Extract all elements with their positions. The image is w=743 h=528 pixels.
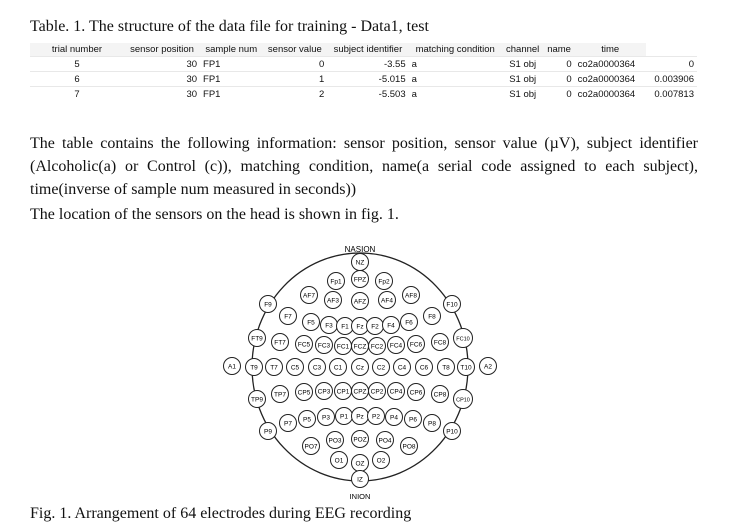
electrode-label: IZ — [357, 476, 363, 484]
electrode-label: P1 — [340, 413, 348, 421]
cell-row-number: 6 — [30, 72, 124, 87]
electrode-a2 — [480, 358, 497, 375]
cell-trial-number: 30 — [124, 57, 200, 72]
electrode-label: P2 — [372, 413, 380, 421]
electrode-label: CP2 — [370, 388, 384, 396]
cell-sensor-value: -5.503 — [327, 87, 408, 102]
electrode-p9 — [260, 423, 277, 440]
electrode-label: OZ — [355, 460, 365, 468]
cell-matching-condition: S1 obj — [502, 57, 544, 72]
electrode-label: CP8 — [433, 391, 447, 399]
electrode-fc10 — [454, 329, 473, 348]
cell-sample-num: 2 — [262, 87, 327, 102]
electrode-f5 — [303, 314, 320, 331]
electrode-c5 — [287, 359, 304, 376]
header-time: time — [575, 43, 646, 57]
electrode-cz — [352, 359, 369, 376]
figure-caption: Fig. 1. Arrangement of 64 electrodes during EEG recording — [30, 505, 412, 522]
electrode-label: C5 — [290, 364, 300, 372]
electrode-poz — [352, 431, 369, 448]
electrode-label: F5 — [307, 319, 315, 327]
electrode-label: P4 — [390, 414, 398, 422]
electrode-label: FC6 — [409, 341, 423, 349]
electrode-label: FC4 — [389, 342, 403, 350]
table-row — [30, 57, 697, 72]
electrode-t8 — [438, 359, 455, 376]
electrode-label: NZ — [355, 259, 365, 267]
electrode-label: AF7 — [303, 292, 315, 300]
electrode-fz — [352, 318, 369, 335]
electrode-po8 — [401, 438, 418, 455]
cell-matching-condition: S1 obj — [502, 72, 544, 87]
electrode-label: A2 — [484, 363, 492, 371]
electrode-label: PO7 — [304, 443, 318, 451]
electrode-fc2 — [369, 338, 386, 355]
electrode-t10 — [458, 359, 475, 376]
electrode-cp10 — [454, 390, 473, 409]
electrode-label: CP3 — [317, 388, 331, 396]
electrode-f7 — [280, 308, 297, 325]
electrode-label: AF4 — [381, 297, 393, 305]
electrode-label: FC5 — [297, 341, 311, 349]
electrode-c3 — [309, 359, 326, 376]
electrode-tp7 — [272, 386, 289, 403]
header-name: name — [544, 43, 575, 57]
electrode-label: A1 — [228, 363, 236, 371]
header-trial-number: trial number — [30, 43, 124, 57]
electrode-fc8 — [432, 334, 449, 351]
electrode-group — [224, 254, 497, 488]
electrode-label: CP1 — [336, 388, 350, 396]
header-matching-condition: matching condition — [409, 43, 502, 57]
electrode-c6 — [416, 359, 433, 376]
electrode-label: F6 — [405, 319, 413, 327]
electrode-p5 — [299, 411, 316, 428]
nasion-label: NASION — [344, 245, 376, 254]
electrode-fpz — [352, 271, 369, 288]
electrode-f8 — [424, 308, 441, 325]
electrode-label: F9 — [264, 301, 272, 309]
cell-trial-number: 30 — [124, 72, 200, 87]
electrode-o2 — [373, 452, 390, 469]
table-header-row — [30, 43, 697, 57]
electrode-label: C3 — [312, 364, 322, 372]
electrode-label: PO3 — [328, 437, 342, 445]
electrode-label: P9 — [264, 428, 272, 436]
cell-name: co2a0000364 — [575, 57, 646, 72]
electrode-label: F4 — [387, 322, 395, 330]
cell-channel: 0 — [544, 72, 575, 87]
cell-matching-condition: S1 obj — [502, 87, 544, 102]
electrode-cp1 — [335, 383, 352, 400]
cell-sensor-position: FP1 — [200, 72, 262, 87]
cell-subject-identifier: a — [409, 57, 502, 72]
electrode-af8 — [403, 287, 420, 304]
cell-sensor-value: -5.015 — [327, 72, 408, 87]
electrode-f2 — [367, 318, 384, 335]
electrode-p4 — [386, 409, 403, 426]
electrode-label: AF8 — [405, 292, 417, 300]
electrode-f1 — [337, 318, 354, 335]
header-sensor-position: sensor position — [124, 43, 200, 57]
electrode-iz — [352, 471, 369, 488]
electrode-label: C4 — [397, 364, 407, 372]
electrode-label: FC1 — [336, 343, 350, 351]
electrode-afz — [352, 293, 369, 310]
cell-time: 0.007813 — [646, 87, 697, 102]
electrode-t9 — [246, 359, 263, 376]
electrode-p6 — [405, 411, 422, 428]
electrode-label: PO4 — [378, 437, 392, 445]
electrode-cp8 — [432, 386, 449, 403]
electrode-a1 — [224, 358, 241, 375]
electrode-label: CP10 — [456, 397, 470, 404]
electrode-f6 — [401, 314, 418, 331]
electrode-pz — [352, 408, 369, 425]
electrode-label: CP4 — [389, 388, 403, 396]
electrode-label: F10 — [446, 301, 458, 309]
electrode-label: FT9 — [251, 335, 263, 343]
electrode-label: AFZ — [353, 298, 367, 306]
electrode-ft7 — [272, 334, 289, 351]
electrode-p2 — [368, 408, 385, 425]
electrode-fc3 — [316, 337, 333, 354]
description-text: The table contains the following information: sensor position, sensor value (µV), subject identifier (Alcoholic(a) or Control (c)), matching condition, name(a serial code assigned to each subject), time(inverse of sample num measured in seconds)) — [30, 135, 698, 198]
electrode-po7 — [303, 438, 320, 455]
electrode-cp2 — [369, 383, 386, 400]
electrode-c2 — [373, 359, 390, 376]
electrode-p8 — [424, 415, 441, 432]
electrode-po4 — [377, 432, 394, 449]
electrode-label: P8 — [428, 420, 436, 428]
electrode-p7 — [280, 415, 297, 432]
electrode-p3 — [318, 409, 335, 426]
header-subject-identifier: subject identifier — [327, 43, 408, 57]
electrode-label: Fz — [356, 323, 364, 331]
cell-subject-identifier: a — [409, 87, 502, 102]
electrode-label: Fp2 — [378, 278, 390, 286]
electrode-label: P5 — [303, 416, 311, 424]
electrode-label: Pz — [356, 413, 364, 421]
electrode-p1 — [336, 408, 353, 425]
electrode-label: C1 — [333, 364, 343, 372]
electrode-label: FC8 — [433, 339, 447, 347]
electrode-fc5 — [296, 336, 313, 353]
cell-sample-num: 1 — [262, 72, 327, 87]
cell-channel: 0 — [544, 87, 575, 102]
inion-label: INION — [349, 492, 371, 501]
description-paragraph — [30, 132, 698, 201]
electrode-af7 — [301, 287, 318, 304]
location-sentence: The location of the sensors on the head is shown in fig. 1. — [30, 206, 399, 223]
cell-name: co2a0000364 — [575, 87, 646, 102]
electrode-fp2 — [376, 273, 393, 290]
cell-sensor-value: -3.55 — [327, 57, 408, 72]
electrode-cp4 — [388, 383, 405, 400]
electrode-af3 — [325, 292, 342, 309]
electrode-label: F7 — [284, 313, 292, 321]
cell-sensor-position: FP1 — [200, 87, 262, 102]
electrode-label: TP9 — [251, 396, 263, 404]
cell-time: 0.003906 — [646, 72, 697, 87]
electrode-fc4 — [388, 337, 405, 354]
electrode-label: P6 — [409, 416, 417, 424]
electrode-label: AF3 — [327, 297, 339, 305]
electrode-f4 — [383, 317, 400, 334]
electrode-cp3 — [316, 383, 333, 400]
electrode-label: FC10 — [456, 336, 470, 343]
electrode-label: FC3 — [317, 342, 331, 350]
electrode-label: F3 — [325, 322, 333, 330]
electrode-ft9 — [249, 330, 266, 347]
electrode-c1 — [330, 359, 347, 376]
cell-sensor-position: FP1 — [200, 57, 262, 72]
electrode-o1 — [331, 452, 348, 469]
cell-row-number: 7 — [30, 87, 124, 102]
electrode-f9 — [260, 296, 277, 313]
table-row — [30, 72, 697, 87]
electrode-f10 — [444, 296, 461, 313]
cell-time: 0 — [646, 57, 697, 72]
electrode-label: T9 — [250, 364, 258, 372]
electrode-c4 — [394, 359, 411, 376]
header-sample-num: sample num — [200, 43, 262, 57]
electrode-label: F2 — [371, 323, 379, 331]
electrode-po3 — [327, 432, 344, 449]
electrode-cpz — [352, 383, 369, 400]
electrode-cp5 — [296, 384, 313, 401]
electrode-label: CPZ — [353, 388, 367, 396]
cell-name: co2a0000364 — [575, 72, 646, 87]
electrode-label: C6 — [419, 364, 429, 372]
electrode-fc6 — [408, 336, 425, 353]
electrode-label: TP7 — [274, 391, 286, 399]
cell-trial-number: 30 — [124, 87, 200, 102]
electrode-label: P7 — [284, 420, 292, 428]
table-caption: Table. 1. The structure of the data file for training - Data1, test — [30, 18, 429, 35]
header-channel: channel — [502, 43, 544, 57]
electrode-label: FCZ — [353, 343, 367, 351]
electrode-label: CP5 — [297, 389, 311, 397]
electrode-label: C2 — [376, 364, 386, 372]
data-table — [30, 43, 697, 101]
cell-row-number: 5 — [30, 57, 124, 72]
electrode-label: CP6 — [409, 389, 423, 397]
eeg-electrode-diagram — [210, 237, 510, 503]
electrode-p10 — [444, 423, 461, 440]
electrode-cp6 — [408, 384, 425, 401]
electrode-label: O1 — [334, 457, 344, 465]
electrode-oz — [352, 455, 369, 472]
electrode-label: T7 — [270, 364, 278, 372]
electrode-label: P3 — [322, 414, 330, 422]
electrode-label: T8 — [442, 364, 450, 372]
electrode-label: P10 — [446, 428, 458, 436]
electrode-nz — [352, 254, 369, 271]
electrode-label: PO8 — [402, 443, 416, 451]
electrode-label: FPZ — [353, 276, 367, 284]
table-row — [30, 87, 697, 102]
electrode-label: Fp1 — [330, 278, 342, 286]
electrode-label: O2 — [376, 457, 386, 465]
electrode-t7 — [266, 359, 283, 376]
electrode-label: F1 — [341, 323, 349, 331]
cell-sample-num: 0 — [262, 57, 327, 72]
electrode-fc1 — [335, 338, 352, 355]
electrode-af4 — [379, 292, 396, 309]
electrode-fcz — [352, 338, 369, 355]
electrode-f3 — [321, 317, 338, 334]
electrode-label: FC2 — [370, 343, 384, 351]
electrode-label: F8 — [428, 313, 436, 321]
electrode-label: POZ — [353, 436, 367, 444]
electrode-fp1 — [328, 273, 345, 290]
electrode-label: Cz — [356, 364, 364, 372]
header-sensor-value: sensor value — [262, 43, 327, 57]
electrode-label: T10 — [460, 364, 472, 372]
cell-channel: 0 — [544, 57, 575, 72]
electrode-label: FT7 — [274, 339, 286, 347]
electrode-tp9 — [249, 391, 266, 408]
cell-subject-identifier: a — [409, 72, 502, 87]
